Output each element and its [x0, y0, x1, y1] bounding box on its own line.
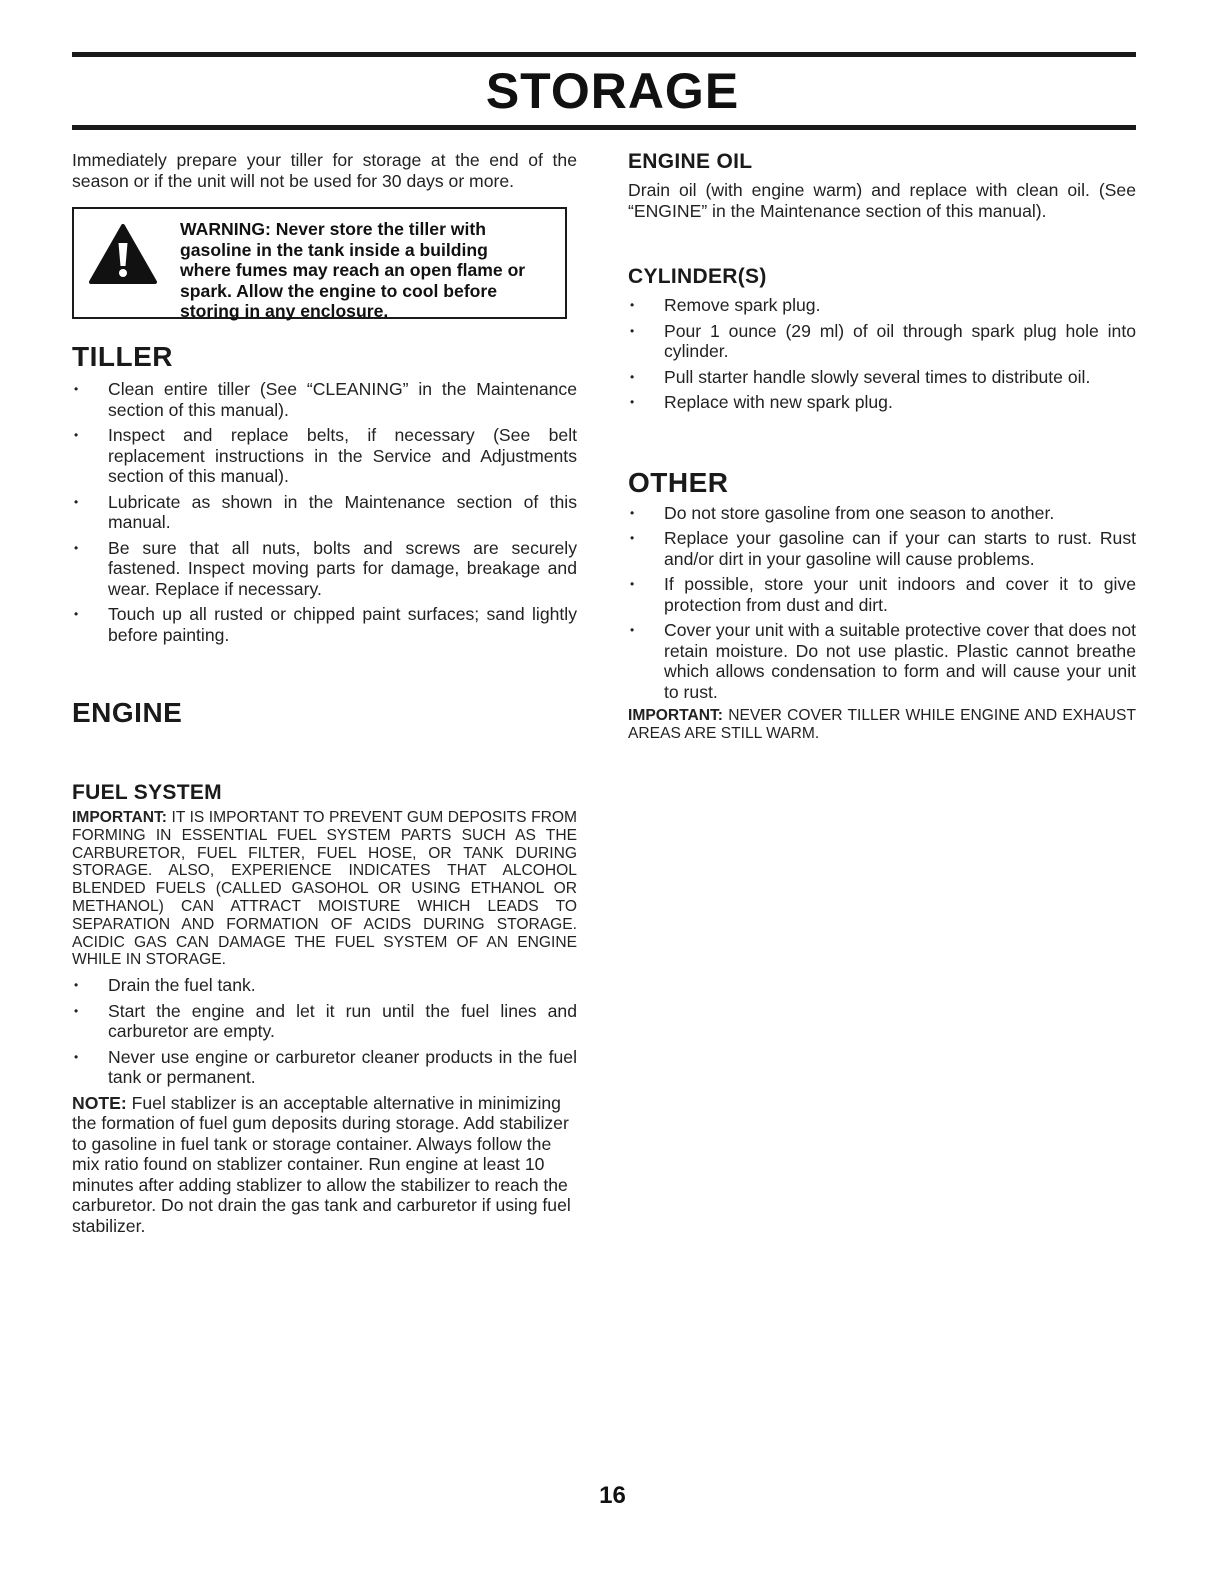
header-rule-top: [72, 52, 1136, 57]
cylinders-list: [628, 295, 1136, 413]
list-item: • Cover your unit with a suitable protective cover that does not retain moisture. Do not use plastic. Plastic cannot breathe which allows condensation to form and will cause your unit to rust.: [630, 620, 1136, 702]
bullet-icon: •: [630, 323, 635, 338]
other-important-paragraph: [628, 707, 1136, 743]
bullet-icon: •: [74, 428, 79, 442]
bullet-icon: •: [630, 577, 635, 591]
warning-box: [72, 207, 567, 319]
list-item: • Do not store gasoline from one season to another.: [630, 502, 1055, 523]
engine-heading: ENGINE: [72, 697, 183, 728]
note-label: NOTE:: [72, 1092, 127, 1113]
page-title: STORAGE: [485, 63, 740, 119]
tiller-list: [72, 379, 577, 645]
other-list: [628, 503, 1136, 703]
other-important-text: NEVER COVER TILLER WHILE ENGINE AND EXHAUST AREAS ARE STILL WARM.: [628, 707, 1136, 742]
bullet-icon: •: [74, 494, 79, 509]
list-item: • Lubricate as shown in the Maintenance section of this manual.: [74, 491, 577, 532]
fuel-system-list: [72, 975, 577, 1088]
bullet-icon: •: [74, 382, 79, 396]
bullet-icon: •: [74, 1003, 79, 1018]
bullet-icon: •: [74, 607, 79, 621]
list-item: • Replace with new spark plug.: [630, 392, 893, 412]
list-item: • Touch up all rusted or chipped paint surfaces; sand lightly before painting.: [74, 604, 577, 645]
page-number: 16: [599, 1482, 626, 1509]
intro-paragraph: Immediately prepare your tiller for storage at the end of the season or if the unit will not be used for 30 days or more.: [72, 150, 577, 191]
tiller-heading: TILLER: [72, 341, 173, 372]
bullet-icon: •: [630, 505, 635, 520]
engine-oil-text: Drain oil (with engine warm) and replace with clean oil. (See “ENGINE” in the Maintenance section of this manual).: [628, 180, 1136, 221]
cylinders-heading: CYLINDER(S): [628, 265, 767, 288]
bullet-icon: •: [74, 978, 79, 993]
note-paragraph: [72, 1093, 577, 1237]
list-item: • Pull starter handle slowly several times to distribute oil.: [630, 366, 1091, 387]
warning-text: WARNING: Never store the tiller with gasoline in the tank inside a building where fumes may reach an open flame or spark. Allow the engine to cool before storing in any enclosure.: [180, 219, 526, 321]
important-label: IMPORTANT:: [628, 707, 723, 724]
list-item: • Clean entire tiller (See “CLEANING” in the Maintenance section of this manual).: [74, 379, 577, 420]
bullet-icon: •: [74, 540, 79, 555]
bullet-icon: •: [630, 623, 635, 637]
list-item: • Drain the fuel tank.: [74, 975, 256, 996]
bullet-icon: •: [630, 369, 635, 384]
list-item: • Start the engine and let it run until the fuel lines and carburetor are empty.: [74, 1000, 577, 1042]
list-item: • Replace your gasoline can if your can starts to rust. Rust and/or dirt in your gasoline will cause problems.: [630, 528, 1136, 569]
engine-oil-heading: ENGINE OIL: [628, 150, 753, 173]
fuel-important-text: IT IS IMPORTANT TO PREVENT GUM DEPOSITS FROM FORMING IN ESSENTIAL FUEL SYSTEM PARTS SUCH AS THE CARBURETOR, FUEL FILTER, FUEL HOSE, OR TANK DURING STORAGE. ALSO, EXPERIENCE INDICATES THAT ALCOHOL BLENDED FUELS (CALLED GASOHOL OR USING ETHANOL OR METHANOL) CAN ATTRACT MOISTURE WHICH LEADS TO SEPARATION AND FORMATION OF ACIDS DURING STORAGE. ACIDIC GAS CAN DAMAGE THE FUEL SYSTEM OF AN ENGINE WHILE IN STORAGE.: [72, 809, 577, 969]
list-item: • Remove spark plug.: [630, 295, 821, 315]
right-column: [628, 150, 1136, 743]
bullet-icon: •: [630, 395, 635, 409]
list-item: • Pour 1 ounce (29 ml) of oil through spark plug hole into cylinder.: [630, 320, 1136, 361]
header-rule-bottom: [72, 125, 1136, 130]
left-column: [72, 150, 577, 1236]
important-label: IMPORTANT:: [72, 809, 167, 826]
fuel-system-heading: FUEL SYSTEM: [72, 781, 222, 804]
list-item: • If possible, store your unit indoors and cover it to give protection from dust and dirt.: [630, 574, 1136, 615]
list-item: • Inspect and replace belts, if necessary (See belt replacement instructions in the Service and Adjustments section of this manual).: [74, 425, 577, 486]
list-item: • Be sure that all nuts, bolts and screws are securely fastened. Inspect moving parts for damage, breakage and wear. Replace if necessary.: [74, 537, 577, 599]
note-text: Fuel stablizer is an acceptable alternative in minimizing the formation of fuel gum deposits during storage. Add stabilizer to gasoline in fuel tank or storage container. Always follow the mix ratio found on stablizer container. Run engine at least 10 minutes after adding stablizer to allow the stabilizer to reach the carburetor. Do not drain the gas tank and carburetor if using fuel stabilizer.: [72, 1092, 571, 1236]
bullet-icon: •: [630, 531, 635, 545]
other-heading: OTHER: [628, 466, 729, 498]
list-item: • Never use engine or carburetor cleaner products in the fuel tank or permanent.: [74, 1046, 577, 1088]
bullet-icon: •: [630, 298, 635, 312]
warning-triangle-icon: [88, 223, 158, 285]
fuel-important-paragraph: [72, 809, 577, 969]
bullet-icon: •: [74, 1049, 79, 1064]
